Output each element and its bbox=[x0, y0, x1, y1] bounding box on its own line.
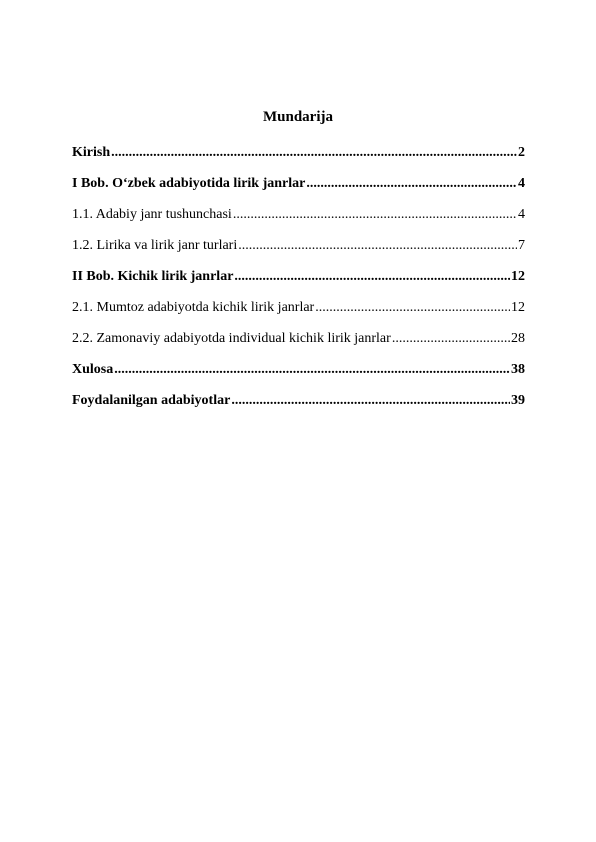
toc-entry-section-2-2[interactable] bbox=[72, 329, 525, 360]
dot-leader bbox=[231, 391, 510, 411]
toc-entry-label: Xulosa bbox=[72, 362, 114, 377]
toc-entry-label: I Bob. O‘zbek adabiyotida lirik janrlar bbox=[72, 176, 306, 191]
toc-entry-page: 28 bbox=[511, 331, 525, 346]
toc-entry-page: 4 bbox=[518, 176, 525, 191]
dot-leader bbox=[392, 329, 510, 349]
toc-entry-label: Foydalanilgan adabiyotlar bbox=[72, 393, 231, 408]
dot-leader bbox=[111, 143, 517, 163]
toc-title: Mundarija bbox=[262, 109, 333, 125]
toc-entry-label: 1.2. Lirika va lirik janr turlari bbox=[72, 238, 238, 253]
toc-entry-label: Kirish bbox=[72, 145, 111, 160]
toc-entry-page: 2 bbox=[518, 145, 525, 160]
dot-leader bbox=[234, 267, 510, 287]
dot-leader bbox=[238, 236, 517, 256]
toc-entry-label: 2.2. Zamonaviy adabiyotda individual kichik lirik janrlar bbox=[72, 331, 391, 346]
dot-leader bbox=[315, 298, 510, 318]
toc-entry-kirish[interactable] bbox=[72, 143, 525, 174]
toc-entry-section-1-1[interactable] bbox=[72, 205, 525, 236]
toc-entry-label: 1.1. Adabiy janr tushunchasi bbox=[72, 207, 232, 222]
toc-entry-page: 39 bbox=[511, 393, 525, 408]
dot-leader bbox=[233, 205, 517, 225]
dot-leader bbox=[114, 360, 510, 380]
toc-entry-page: 12 bbox=[511, 269, 525, 284]
dot-leader bbox=[306, 174, 517, 194]
toc-entry-references[interactable] bbox=[72, 391, 525, 422]
toc-entry-page: 4 bbox=[518, 207, 525, 222]
toc-entry-chapter-1[interactable] bbox=[72, 174, 525, 205]
toc-entry-section-2-1[interactable] bbox=[72, 298, 525, 329]
toc-entry-chapter-2[interactable] bbox=[72, 267, 525, 298]
table-of-contents bbox=[72, 143, 525, 422]
toc-entry-page: 12 bbox=[511, 300, 525, 315]
toc-entry-section-1-2[interactable] bbox=[72, 236, 525, 267]
toc-entry-label: II Bob. Kichik lirik janrlar bbox=[72, 269, 234, 284]
toc-entry-xulosa[interactable] bbox=[72, 360, 525, 391]
toc-entry-label: 2.1. Mumtoz adabiyotda kichik lirik janrlar bbox=[72, 300, 315, 315]
toc-entry-page: 7 bbox=[518, 238, 525, 253]
toc-entry-page: 38 bbox=[511, 362, 525, 377]
